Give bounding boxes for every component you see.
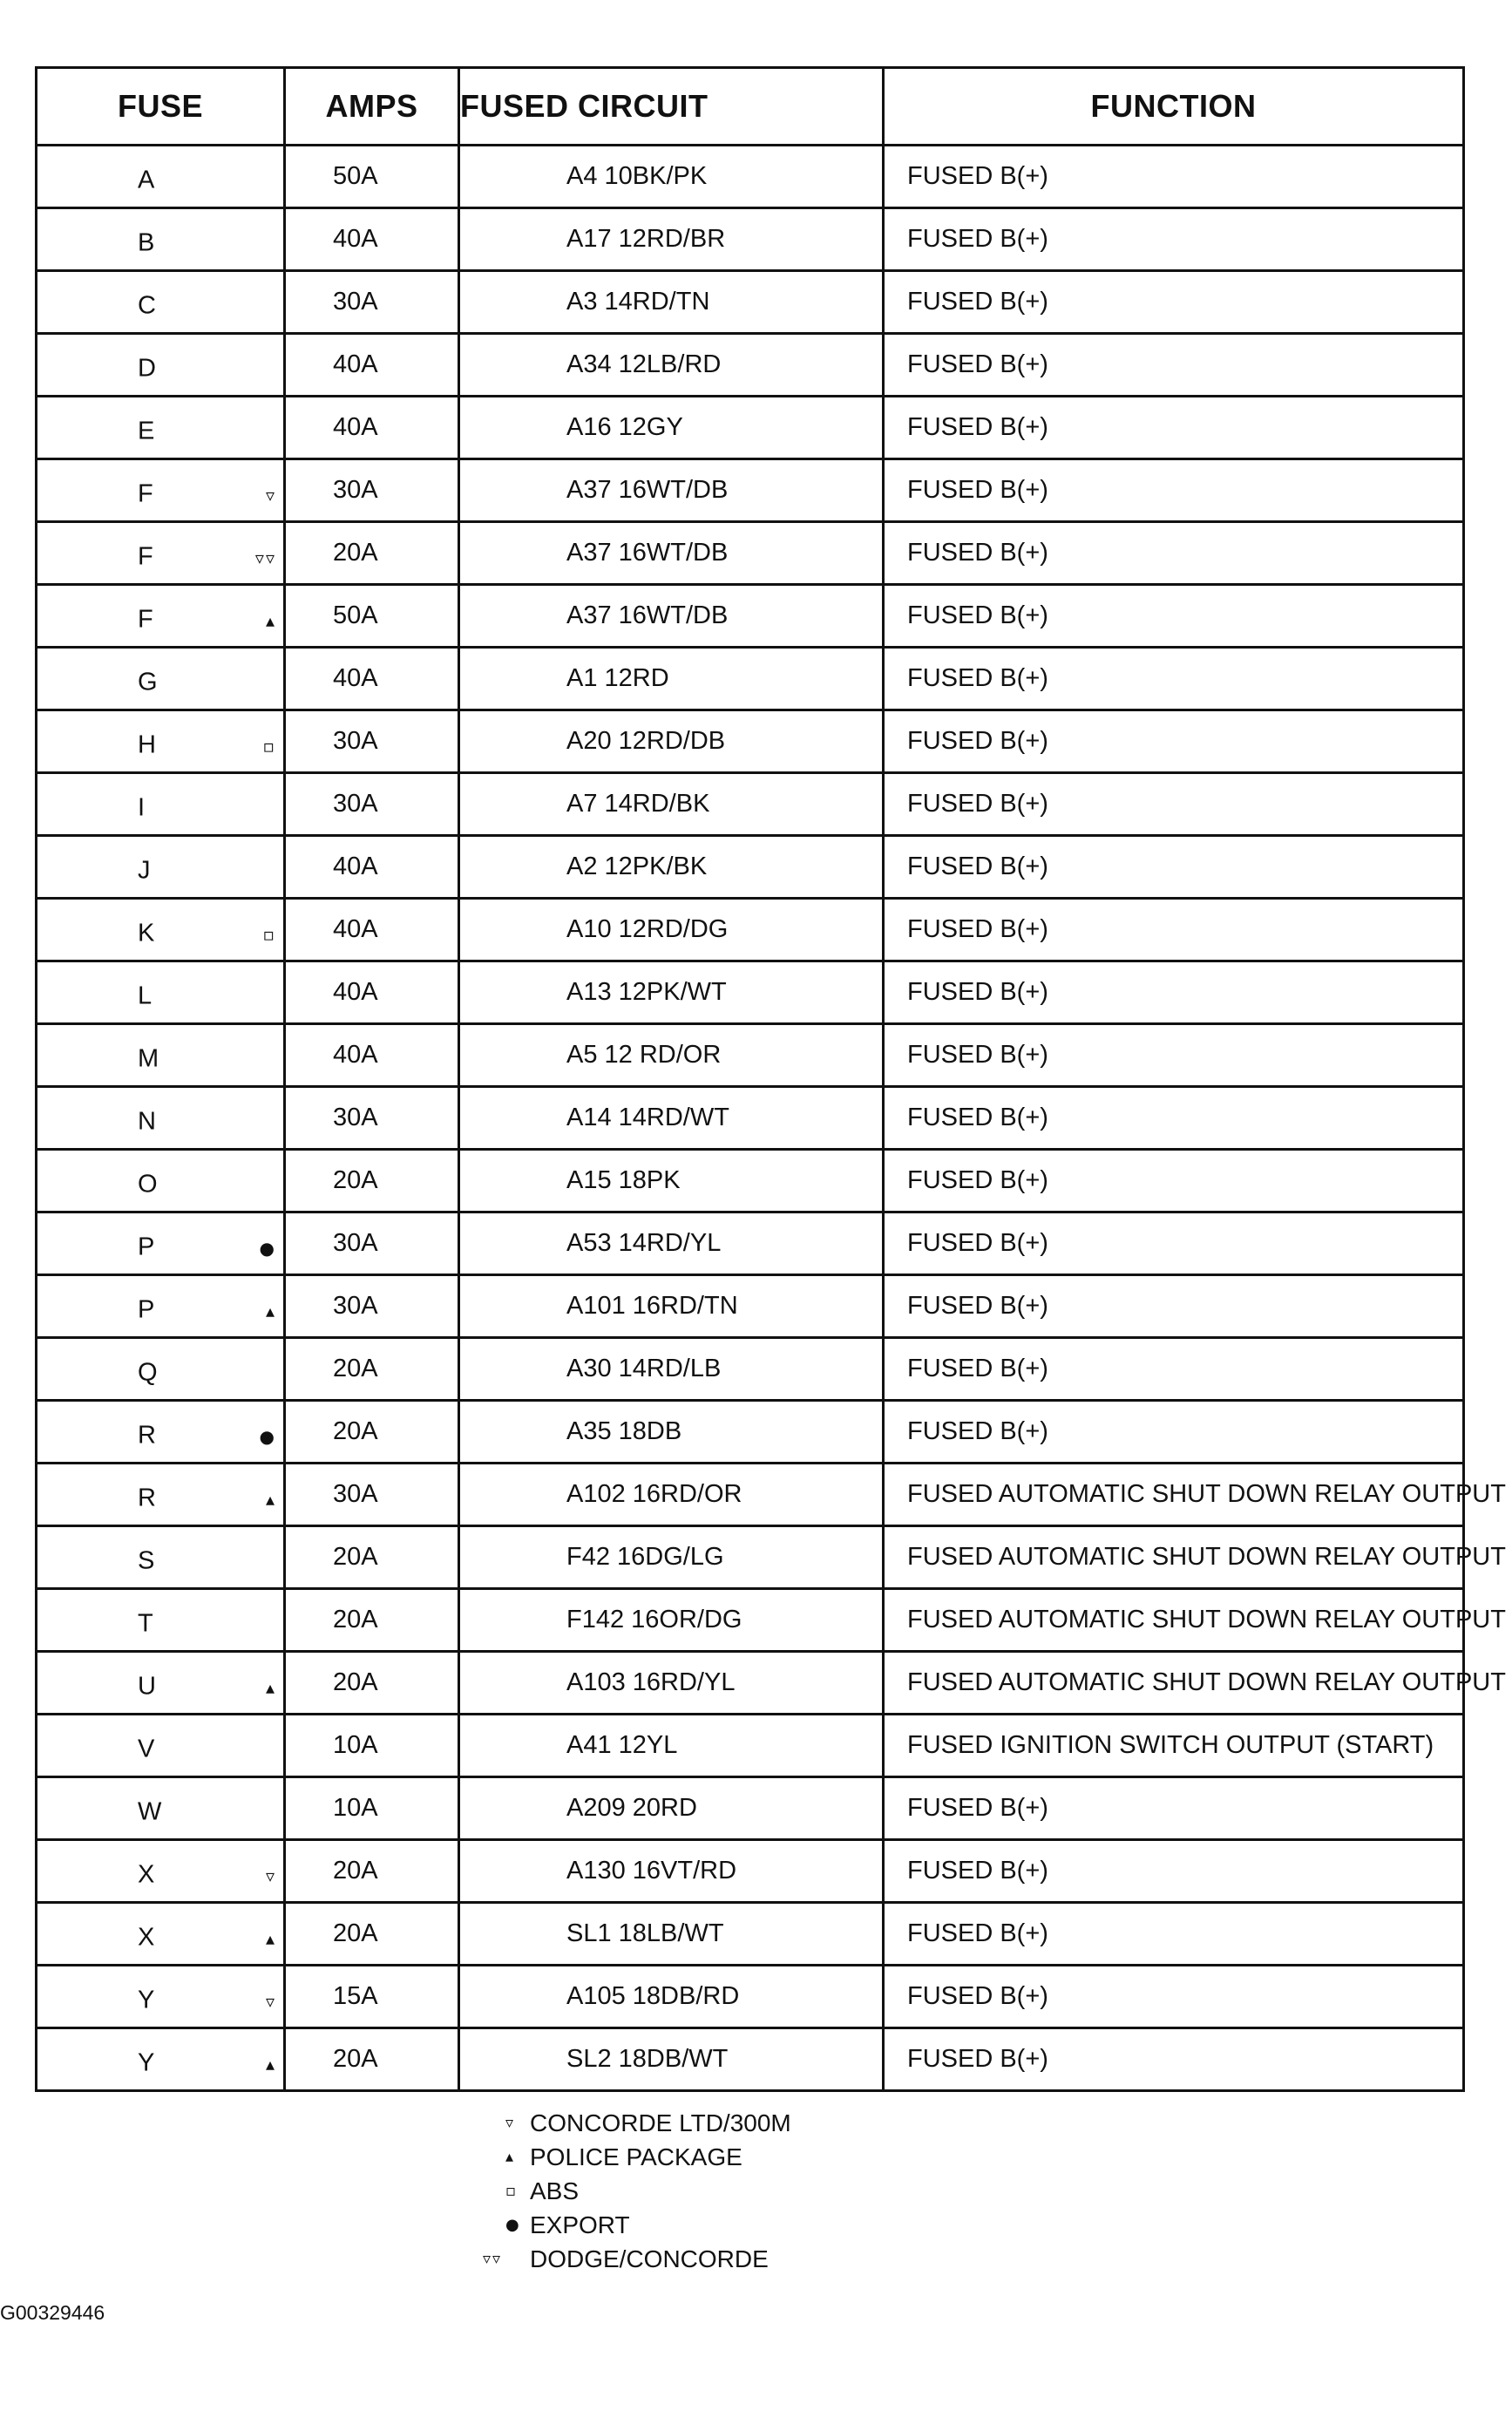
table-row — [37, 1087, 1464, 1150]
fuse-letter: Y — [138, 1985, 155, 2014]
header-amps: AMPS — [285, 68, 459, 146]
fuse-cell — [37, 2028, 285, 2091]
fuse-letter: M — [138, 1043, 159, 1072]
fuse-letter: R — [138, 1420, 156, 1449]
function-cell: FUSED B(+) — [884, 459, 1464, 522]
fused-circuit-cell: A3 14RD/TN — [459, 271, 884, 334]
fused-circuit-cell: A7 14RD/BK — [459, 773, 884, 836]
function-cell: FUSED AUTOMATIC SHUT DOWN RELAY OUTPUT — [884, 1589, 1464, 1652]
table-row — [37, 1401, 1464, 1464]
function-cell: FUSED B(+) — [884, 836, 1464, 899]
fused-circuit-cell: A2 12PK/BK — [459, 836, 884, 899]
fuse-cell — [37, 208, 285, 271]
amps-cell: 20A — [285, 1338, 459, 1401]
amps-cell: 20A — [285, 1840, 459, 1903]
fused-circuit-cell: A5 12 RD/OR — [459, 1024, 884, 1087]
variant-marker-icon: ▿ — [265, 1864, 276, 1886]
amps-cell: 10A — [285, 1777, 459, 1840]
legend-symbol-icon: ▴ — [505, 2148, 516, 2166]
fuse-letter: Q — [138, 1357, 158, 1386]
table-row — [37, 1903, 1464, 1966]
amps-cell: 15A — [285, 1966, 459, 2028]
legend-item — [486, 2140, 791, 2174]
table-row — [37, 146, 1464, 208]
legend-label: CONCORDE LTD/300M — [530, 2109, 791, 2136]
fused-circuit-cell: F42 16DG/LG — [459, 1526, 884, 1589]
fused-circuit-cell: A13 12PK/WT — [459, 961, 884, 1024]
fuse-letter: B — [138, 228, 155, 256]
fuse-cell — [37, 459, 285, 522]
table-row — [37, 1464, 1464, 1526]
function-cell: FUSED B(+) — [884, 397, 1464, 459]
function-cell: FUSED B(+) — [884, 1903, 1464, 1966]
variant-marker-icon: ● — [259, 1425, 276, 1447]
function-cell: FUSED B(+) — [884, 648, 1464, 710]
fuse-letter: C — [138, 290, 156, 319]
legend-symbol-icon: ▿ — [505, 2114, 516, 2132]
variant-marker-icon: ▿ — [265, 484, 276, 506]
amps-cell: 40A — [285, 836, 459, 899]
function-cell: FUSED B(+) — [884, 522, 1464, 585]
fused-circuit-cell: A10 12RD/DG — [459, 899, 884, 961]
legend-item — [486, 2208, 791, 2242]
variant-marker-icon: ▴ — [265, 2053, 276, 2075]
amps-cell: 20A — [285, 1652, 459, 1715]
fuse-letter: W — [138, 1797, 162, 1825]
fuse-table — [35, 66, 1506, 2092]
function-cell: FUSED B(+) — [884, 585, 1464, 648]
fused-circuit-cell: A17 12RD/BR — [459, 208, 884, 271]
amps-cell: 30A — [285, 271, 459, 334]
variant-marker-icon: ▫ — [262, 923, 276, 945]
amps-cell: 50A — [285, 146, 459, 208]
table-row — [37, 961, 1464, 1024]
fuse-cell — [37, 522, 285, 585]
fuse-cell — [37, 961, 285, 1024]
fuse-cell — [37, 1715, 285, 1777]
amps-cell: 20A — [285, 2028, 459, 2091]
table-row — [37, 397, 1464, 459]
fuse-letter: R — [138, 1483, 156, 1511]
table-row — [37, 1024, 1464, 1087]
amps-cell: 10A — [285, 1715, 459, 1777]
amps-cell: 20A — [285, 522, 459, 585]
fuse-letter: F — [138, 541, 153, 570]
fuse-letter: V — [138, 1734, 155, 1763]
amps-cell: 30A — [285, 773, 459, 836]
fuse-letter: P — [138, 1294, 155, 1323]
fuse-letter: E — [138, 416, 155, 445]
fuse-letter: K — [138, 918, 155, 947]
fuse-letter: D — [138, 353, 156, 382]
table-row — [37, 773, 1464, 836]
table-row — [37, 1150, 1464, 1212]
amps-cell: 40A — [285, 648, 459, 710]
fuse-cell — [37, 397, 285, 459]
fused-circuit-cell: A14 14RD/WT — [459, 1087, 884, 1150]
fused-circuit-cell: A41 12YL — [459, 1715, 884, 1777]
fuse-letter: L — [138, 981, 153, 1009]
fuse-cell — [37, 836, 285, 899]
fuse-cell — [37, 585, 285, 648]
legend — [483, 2106, 791, 2276]
fuse-cell — [37, 710, 285, 773]
fuse-cell — [37, 1903, 285, 1966]
fuse-cell — [37, 648, 285, 710]
table-row — [37, 1338, 1464, 1401]
fused-circuit-cell: A37 16WT/DB — [459, 585, 884, 648]
function-cell: FUSED B(+) — [884, 710, 1464, 773]
amps-cell: 30A — [285, 1464, 459, 1526]
fuse-cell — [37, 1212, 285, 1275]
function-cell: FUSED B(+) — [884, 1777, 1464, 1840]
function-cell: FUSED B(+) — [884, 2028, 1464, 2091]
function-cell: FUSED B(+) — [884, 1275, 1464, 1338]
function-cell: FUSED AUTOMATIC SHUT DOWN RELAY OUTPUT — [884, 1652, 1464, 1715]
fuse-letter: I — [138, 792, 146, 821]
fused-circuit-cell: SL2 18DB/WT — [459, 2028, 884, 2091]
amps-cell: 20A — [285, 1903, 459, 1966]
amps-cell: 40A — [285, 1024, 459, 1087]
function-cell: FUSED B(+) — [884, 1401, 1464, 1464]
function-cell: FUSED B(+) — [884, 1087, 1464, 1150]
fuse-cell — [37, 1401, 285, 1464]
amps-cell: 30A — [285, 1275, 459, 1338]
table-row — [37, 1966, 1464, 2028]
fused-circuit-cell: A1 12RD — [459, 648, 884, 710]
variant-marker-icon: ▴ — [265, 1488, 276, 1510]
fuse-letter: P — [138, 1232, 155, 1260]
fused-circuit-cell: SL1 18LB/WT — [459, 1903, 884, 1966]
table-row — [37, 585, 1464, 648]
legend-label: DODGE/CONCORDE — [530, 2245, 769, 2272]
function-cell: FUSED B(+) — [884, 961, 1464, 1024]
figure-id: G00329446 — [0, 2301, 105, 2324]
variant-marker-icon: ▴ — [265, 609, 276, 631]
amps-cell: 40A — [285, 899, 459, 961]
fuse-cell — [37, 1966, 285, 2028]
fused-circuit-cell: A37 16WT/DB — [459, 459, 884, 522]
function-cell: FUSED B(+) — [884, 1212, 1464, 1275]
legend-symbol-icon: ● — [505, 2216, 521, 2234]
amps-cell: 20A — [285, 1150, 459, 1212]
table-row — [37, 1212, 1464, 1275]
fused-circuit-cell: A53 14RD/YL — [459, 1212, 884, 1275]
fused-circuit-cell: A101 16RD/TN — [459, 1275, 884, 1338]
fused-circuit-cell: A35 18DB — [459, 1401, 884, 1464]
fuse-cell — [37, 1087, 285, 1150]
fuse-letter: H — [138, 730, 156, 758]
legend-label: EXPORT — [530, 2211, 630, 2238]
variant-marker-icon: ▴ — [265, 1300, 276, 1321]
fuse-letter: A — [138, 165, 155, 194]
fuse-cell — [37, 334, 285, 397]
table-row — [37, 334, 1464, 397]
fused-circuit-cell: A30 14RD/LB — [459, 1338, 884, 1401]
table-row — [37, 271, 1464, 334]
legend-item — [483, 2242, 791, 2276]
amps-cell: 30A — [285, 710, 459, 773]
variant-marker-icon: ● — [259, 1237, 276, 1259]
amps-cell: 30A — [285, 1087, 459, 1150]
function-cell: FUSED B(+) — [884, 1338, 1464, 1401]
legend-symbol-icon: ▫ — [505, 2182, 519, 2200]
fuse-letter: T — [138, 1608, 153, 1637]
function-cell: FUSED B(+) — [884, 146, 1464, 208]
fused-circuit-cell: F142 16OR/DG — [459, 1589, 884, 1652]
amps-cell: 30A — [285, 459, 459, 522]
header-fuse: FUSE — [37, 68, 285, 146]
fused-circuit-cell: A15 18PK — [459, 1150, 884, 1212]
function-cell: FUSED B(+) — [884, 899, 1464, 961]
fused-circuit-cell: A16 12GY — [459, 397, 884, 459]
header-row — [37, 68, 1464, 146]
variant-marker-icon: ▫ — [262, 735, 276, 757]
table-row — [37, 1526, 1464, 1589]
table-row — [37, 836, 1464, 899]
fuse-cell — [37, 1589, 285, 1652]
fuse-letter: F — [138, 604, 153, 633]
fuse-cell — [37, 1652, 285, 1715]
fuse-letter: Y — [138, 2048, 155, 2076]
amps-cell: 40A — [285, 397, 459, 459]
amps-cell: 30A — [285, 1212, 459, 1275]
function-cell: FUSED IGNITION SWITCH OUTPUT (START) — [884, 1715, 1464, 1777]
amps-cell: 40A — [285, 208, 459, 271]
amps-cell: 20A — [285, 1589, 459, 1652]
fused-circuit-cell: A103 16RD/YL — [459, 1652, 884, 1715]
fuse-cell — [37, 1150, 285, 1212]
variant-marker-icon: ▿ — [265, 1990, 276, 2012]
table-row — [37, 1715, 1464, 1777]
function-cell: FUSED B(+) — [884, 334, 1464, 397]
fuse-letter: X — [138, 1922, 155, 1951]
table-row — [37, 1840, 1464, 1903]
amps-cell: 20A — [285, 1526, 459, 1589]
table-row — [37, 1275, 1464, 1338]
fused-circuit-cell: A105 18DB/RD — [459, 1966, 884, 2028]
legend-label: ABS — [530, 2177, 580, 2204]
amps-cell: 50A — [285, 585, 459, 648]
fuse-cell — [37, 146, 285, 208]
table-row — [37, 648, 1464, 710]
fuse-letter: U — [138, 1671, 156, 1700]
variant-marker-icon: ▴ — [265, 1676, 276, 1698]
amps-cell: 20A — [285, 1401, 459, 1464]
fuse-cell — [37, 1777, 285, 1840]
fuse-letter: S — [138, 1545, 155, 1574]
fused-circuit-cell: A130 16VT/RD — [459, 1840, 884, 1903]
legend-item — [486, 2174, 791, 2208]
function-cell: FUSED AUTOMATIC SHUT DOWN RELAY OUTPUT — [884, 1526, 1464, 1589]
table-row — [37, 899, 1464, 961]
function-cell: FUSED B(+) — [884, 208, 1464, 271]
table-row — [37, 710, 1464, 773]
fuse-cell — [37, 1275, 285, 1338]
fuse-letter: F — [138, 479, 153, 507]
function-cell: FUSED B(+) — [884, 1840, 1464, 1903]
legend-label: POLICE PACKAGE — [530, 2143, 742, 2170]
table-row — [37, 1652, 1464, 1715]
fuse-cell — [37, 1338, 285, 1401]
header-fused-circuit: FUSED CIRCUIT — [459, 68, 884, 146]
function-cell: FUSED B(+) — [884, 1966, 1464, 2028]
fuse-cell — [37, 1464, 285, 1526]
header-function: FUNCTION — [884, 68, 1464, 146]
fuse-cell — [37, 1840, 285, 1903]
variant-marker-icon: ▿▿ — [254, 547, 276, 568]
fused-circuit-cell: A209 20RD — [459, 1777, 884, 1840]
table-row — [37, 1589, 1464, 1652]
function-cell: FUSED B(+) — [884, 773, 1464, 836]
table-row — [37, 459, 1464, 522]
fused-circuit-cell: A4 10BK/PK — [459, 146, 884, 208]
fuse-letter: O — [138, 1169, 158, 1198]
legend-item — [486, 2106, 791, 2140]
function-cell: FUSED B(+) — [884, 1150, 1464, 1212]
fuse-letter: N — [138, 1106, 156, 1135]
fused-circuit-cell: A37 16WT/DB — [459, 522, 884, 585]
table-row — [37, 208, 1464, 271]
fuse-cell — [37, 899, 285, 961]
amps-cell: 40A — [285, 334, 459, 397]
legend-symbol-icon: ▿▿ — [483, 2250, 503, 2268]
variant-marker-icon: ▴ — [265, 1927, 276, 1949]
fuse-cell — [37, 773, 285, 836]
fuse-cell — [37, 1024, 285, 1087]
table-row — [37, 2028, 1464, 2091]
fuse-letter: J — [138, 855, 151, 884]
fuse-cell — [37, 271, 285, 334]
fuse-letter: X — [138, 1859, 155, 1888]
fuse-cell — [37, 1526, 285, 1589]
fuse-table-body — [37, 146, 1506, 2091]
table-row — [37, 1777, 1464, 1840]
function-cell: FUSED AUTOMATIC SHUT DOWN RELAY OUTPUT — [884, 1464, 1464, 1526]
fuse-letter: G — [138, 667, 158, 696]
function-cell: FUSED B(+) — [884, 271, 1464, 334]
function-cell: FUSED B(+) — [884, 1024, 1464, 1087]
table-row — [37, 522, 1464, 585]
amps-cell: 40A — [285, 961, 459, 1024]
fused-circuit-cell: A102 16RD/OR — [459, 1464, 884, 1526]
fused-circuit-cell: A20 12RD/DB — [459, 710, 884, 773]
fused-circuit-cell: A34 12LB/RD — [459, 334, 884, 397]
